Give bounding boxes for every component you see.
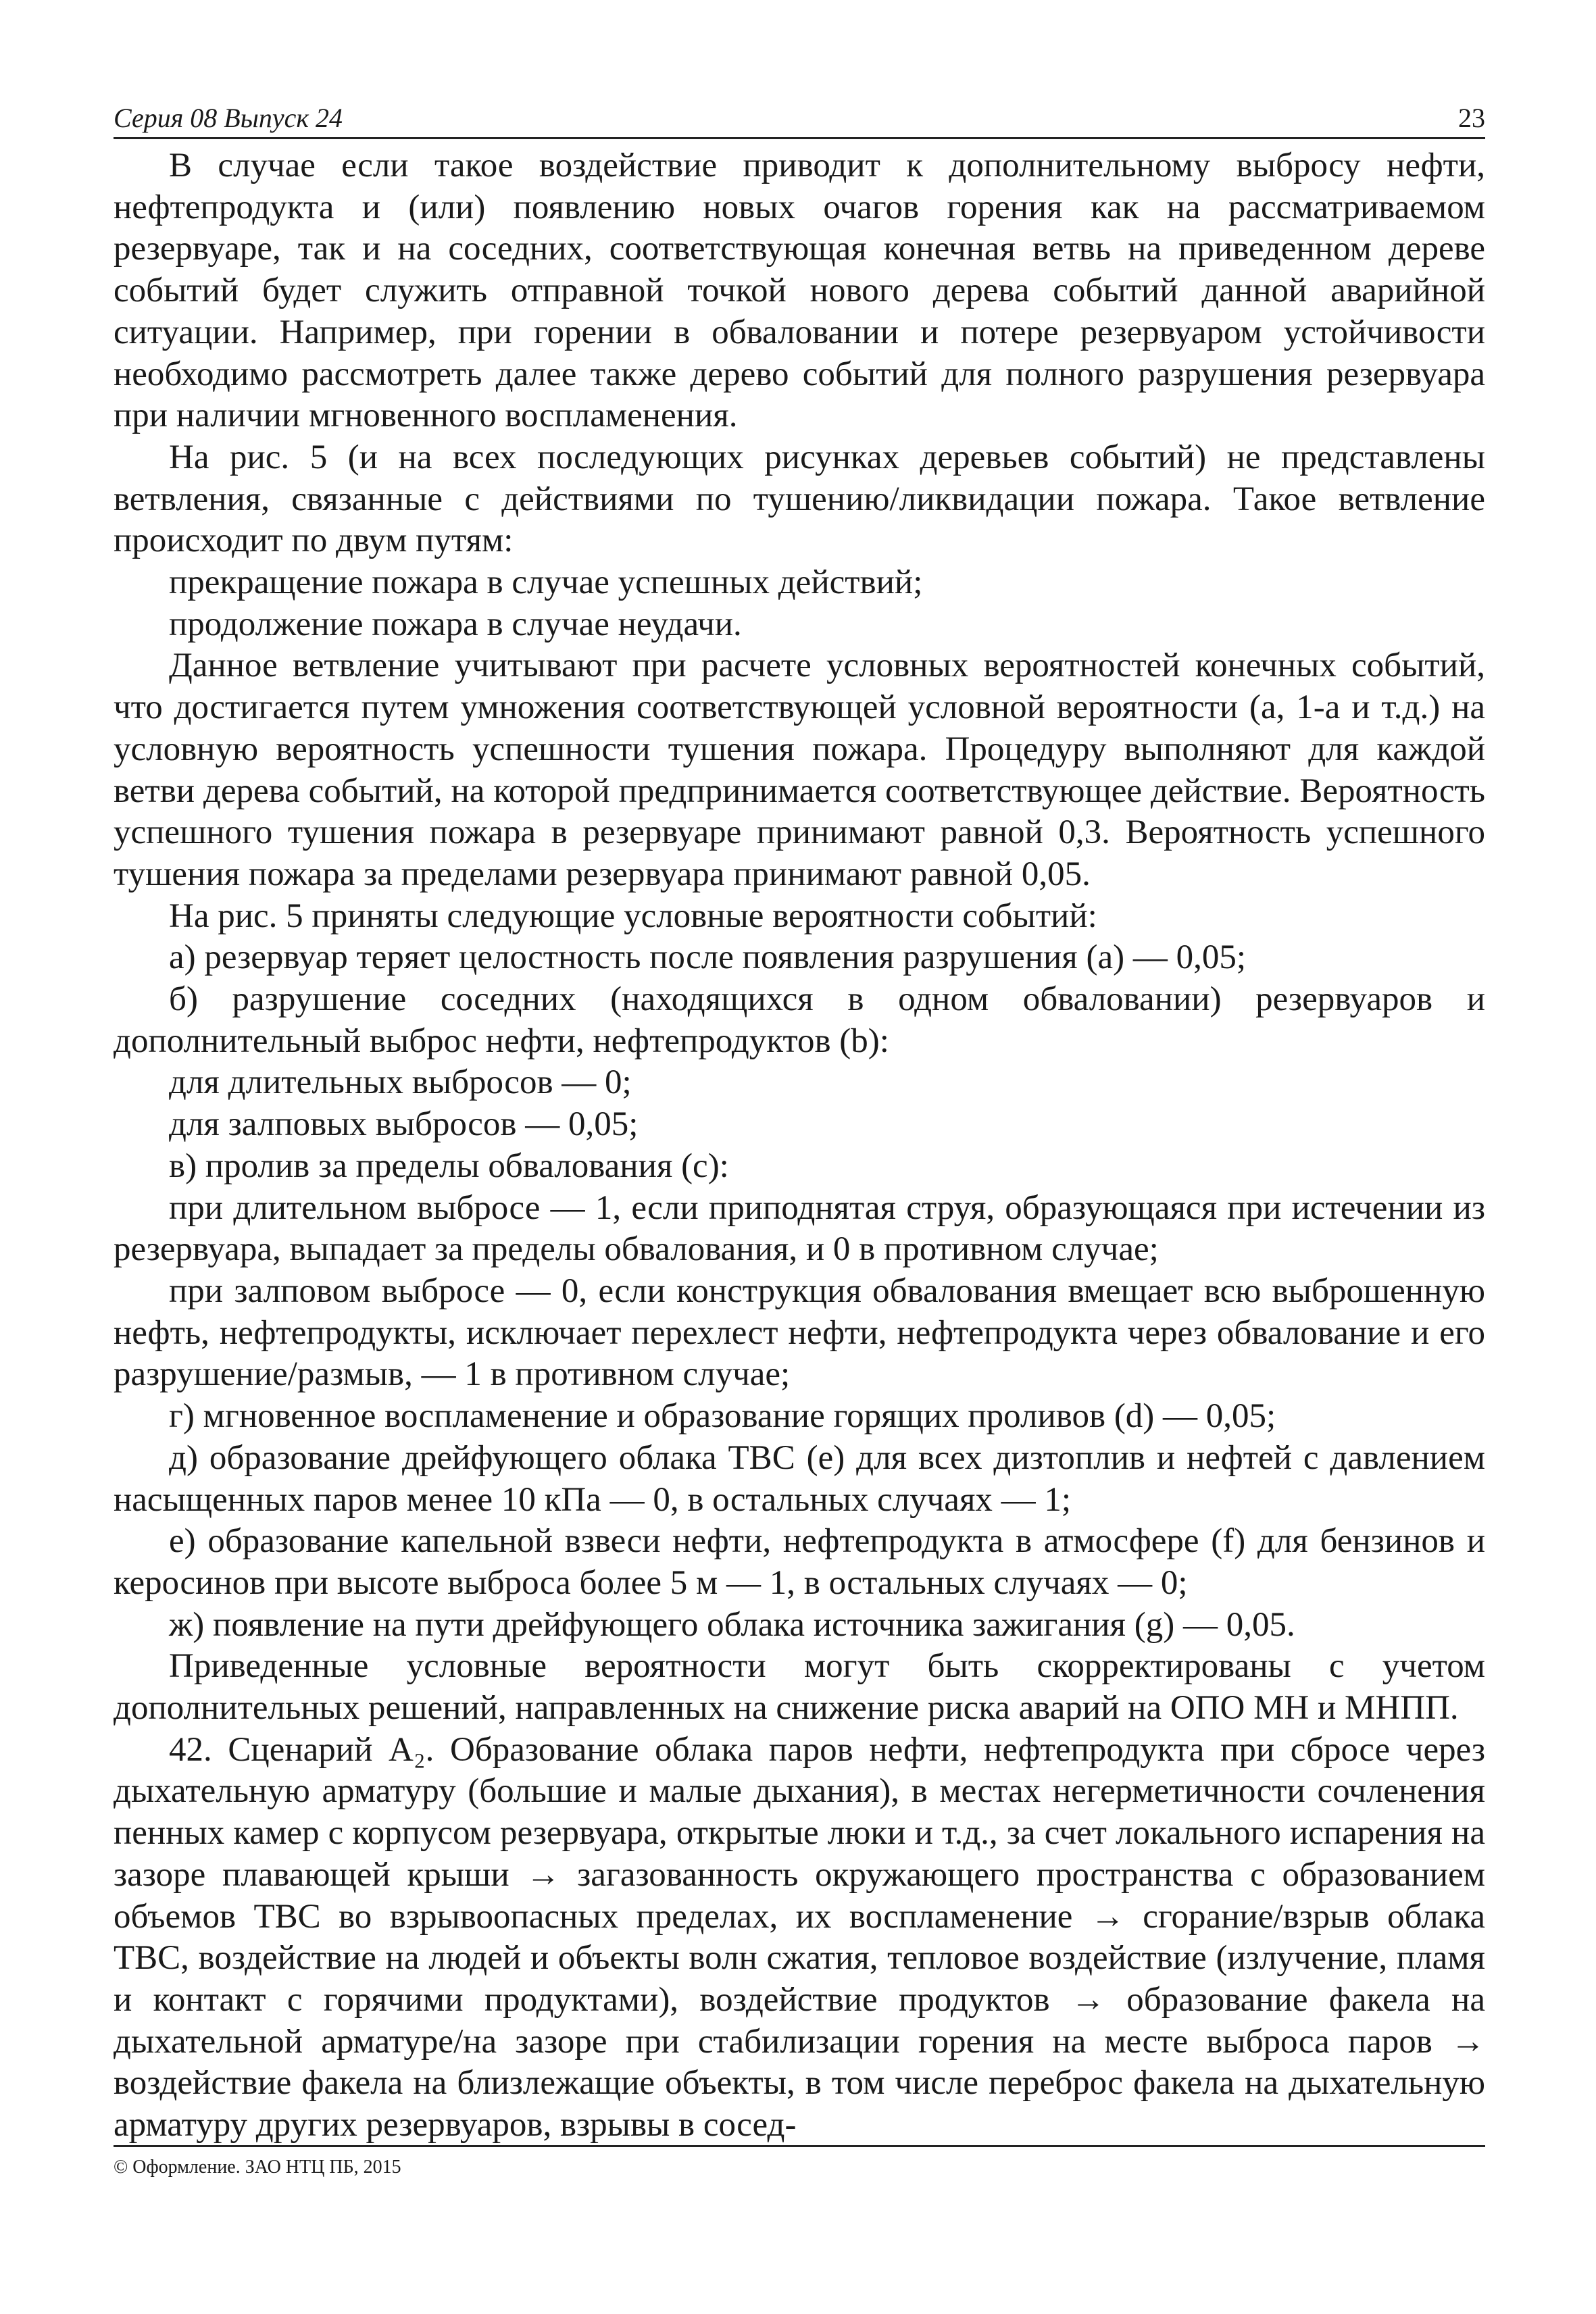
list-item: б) разрушение соседних (находящихся в одном обваловании) резервуаров и дополнительный выброс нефти, нефтепродуктов (b): bbox=[114, 980, 1485, 1060]
list-item: при залповом выбросе — 0, если конструкция обвалования вмещает всю выброшенную нефть, нефтепродукты, исключает перехлест нефти, нефтепродукта через обвалование и его разрушение/размыв, — 1 в противном случае; bbox=[114, 1272, 1485, 1394]
list-item: ж) появление на пути дрейфующего облака источника зажигания (g) — 0,05. bbox=[169, 1605, 1295, 1644]
page-footer bbox=[114, 2145, 1485, 2178]
paragraph: Приведенные условные вероятности могут быть скорректированы с учетом дополнительных решений, направленных на снижение риска аварий на ОПО МН и МНПП. bbox=[114, 1647, 1485, 1728]
list-item: при длительном выбросе — 1, если приподнятая струя, образующаяся при истечении из резервуара, выпадает за пределы обвалования, и 0 в противном случае; bbox=[114, 1188, 1485, 1269]
body-text bbox=[114, 145, 1485, 2146]
list-item: в) пролив за пределы обвалования (c): bbox=[169, 1147, 729, 1185]
page-number: 23 bbox=[1458, 103, 1485, 133]
list-item: для длительных выбросов — 0; bbox=[169, 1063, 632, 1102]
paragraph: На рис. 5 приняты следующие условные вероятности событий: bbox=[169, 897, 1097, 935]
paragraph: продолжение пожара в случае неудачи. bbox=[169, 605, 742, 643]
paragraph: 42. Сценарий А₂. Образование облака паров нефти, нефтепродукта при сбросе через дыхательную арматуру (большие и малые дыхания), в местах негерметичности сочленения пенных камер с корпусом резервуара, открытые люки и т.д., за счет локального испарения на зазоре плавающей крыши → загазованность окружающего пространства с образованием объемов ТВС во взрывоопасных пределах, их воспламенение → сгорание/взрыв облака ТВС, воздействие на людей и объекты волн сжатия, тепловое воздействие (излучение, пламя и контакт с горячими продуктами), воздействие продуктов → образование факела на дыхательной арматуре/на зазоре при стабилизации горения на месте выброса паров → воздействие факела на близлежащие объекты, в том числе переброс факела на дыхательную арматуру других резервуаров, взрывы в сосед- bbox=[114, 1730, 1485, 2144]
copyright-notice: © Оформление. ЗАО НТЦ ПБ, 2015 bbox=[114, 2157, 401, 2178]
list-item: г) мгновенное воспламенение и образование горящих проливов (d) — 0,05; bbox=[169, 1397, 1276, 1436]
paragraph: Данное ветвление учитывают при расчете условных вероятностей конечных событий, что достигается путем умножения соответствующей условной вероятности (a, 1-a и т.д.) на условную вероятность успешности тушения пожара. Процедуру выполняют для каждой ветви дерева событий, на которой предпринимается соответствующее действие. Вероятность успешного тушения пожара в резервуаре принимают равной 0,3. Вероятность успешного тушения пожара за пределами резервуара принимают равной 0,05. bbox=[114, 647, 1485, 893]
page-header bbox=[114, 98, 1485, 139]
paragraph: На рис. 5 (и на всех последующих рисунках деревьев событий) не представлены ветвления, связанные с действиями по тушению/ликвидации пожара. Такое ветвление происходит по двум путям: bbox=[114, 438, 1485, 560]
list-item: а) резервуар теряет целостность после появления разрушения (a) — 0,05; bbox=[169, 938, 1247, 977]
running-head: Серия 08 Выпуск 24 bbox=[114, 103, 343, 133]
paragraph: В случае если такое воздействие приводит к дополнительному выбросу нефти, нефтепродукта и (или) появлению новых очагов горения как на рассматриваемом резервуаре, так и на соседних, соответствующая конечная ветвь на приведенном дереве событий будет служить отправной точкой нового дерева событий данной аварийной ситуации. Например, при горении в обваловании и потере резервуаром устойчивости необходимо рассмотреть далее также дерево событий для полного разрушения резервуара при наличии мгновенного воспламенения. bbox=[114, 147, 1485, 435]
list-item: е) образование капельной взвеси нефти, нефтепродукта в атмосфере (f) для бензинов и керосинов при высоте выброса более 5 м — 1, в остальных случаях — 0; bbox=[114, 1522, 1485, 1602]
list-item: для залповых выбросов — 0,05; bbox=[169, 1105, 639, 1144]
list-item: д) образование дрейфующего облака ТВС (e) для всех дизтоплив и нефтей с давлением насыщенных паров менее 10 кПа — 0, в остальных случаях — 1; bbox=[114, 1438, 1485, 1519]
paragraph: прекращение пожара в случае успешных действий; bbox=[169, 563, 923, 602]
